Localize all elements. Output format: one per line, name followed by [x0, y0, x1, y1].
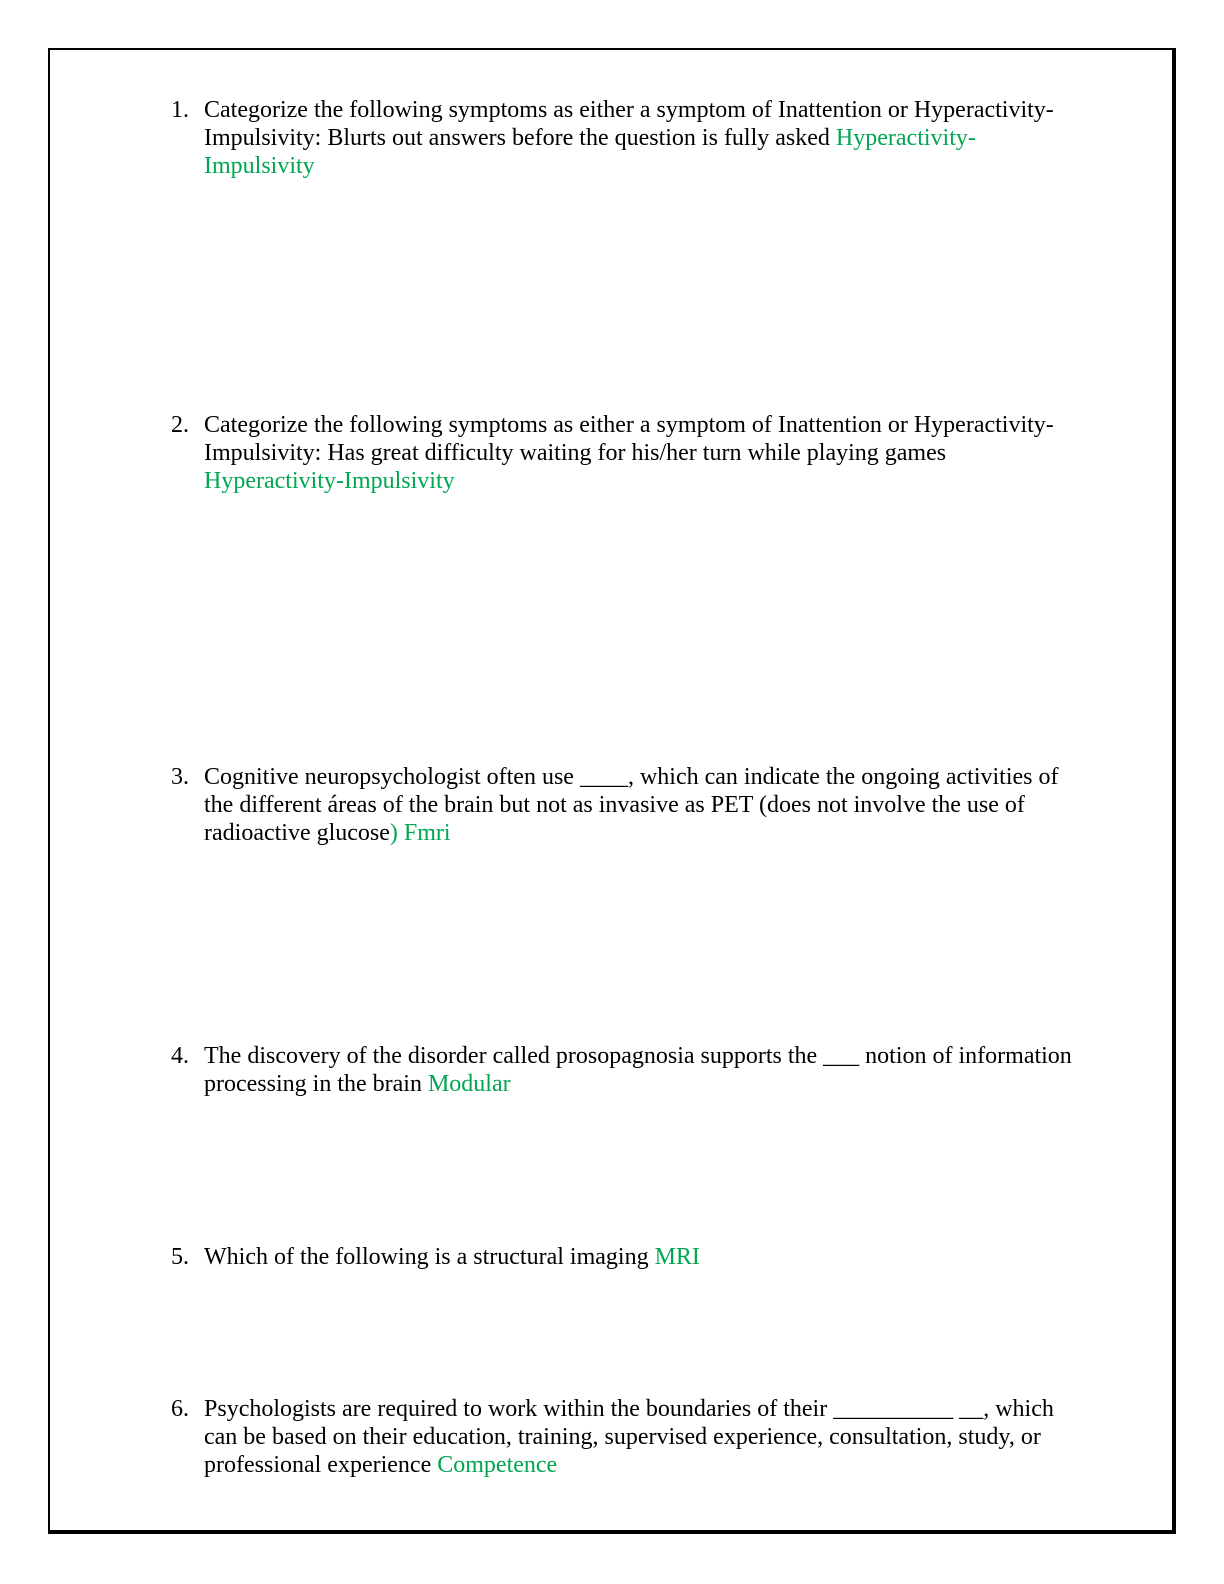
question-item: [171, 1395, 1172, 1479]
question-text: [204, 763, 1072, 847]
answer-text: MRI: [654, 1244, 700, 1270]
question-list: [50, 50, 1172, 1479]
question-number: 4.: [171, 1043, 189, 1069]
question-text: [204, 96, 1072, 180]
question-text: [204, 1042, 1072, 1098]
question-text: [204, 1395, 1072, 1479]
question-stem: Which of the following is a structural imaging: [204, 1244, 655, 1270]
question-item: [171, 411, 1172, 495]
question-number: 3.: [171, 764, 189, 790]
page-border: [48, 48, 1176, 1534]
question-stem: Categorize the following symptoms as either a symptom of Inattention or Hyperactivity-Impulsivity: Blurts out answers before the question is fully asked: [204, 97, 1054, 151]
question-item: [171, 1042, 1172, 1098]
question-item: [171, 1243, 1172, 1271]
question-stem: The discovery of the disorder called prosopagnosia supports the ___ notion of information processing in the brain: [204, 1043, 1072, 1097]
question-text: [204, 411, 1072, 495]
question-stem: Cognitive neuropsychologist often use ____, which can indicate the ongoing activities of the different áreas of the brain but not as invasive as PET (does not involve the use of radioactive glucose: [204, 764, 1059, 846]
question-text: [204, 1243, 1072, 1271]
question-item: [171, 96, 1172, 180]
question-number: 6.: [171, 1396, 189, 1422]
answer-text: Modular: [427, 1071, 511, 1097]
question-number: 5.: [171, 1244, 189, 1270]
question-item: [171, 763, 1172, 847]
answer-text: Hyperactivity-Impulsivity: [204, 125, 976, 179]
question-stem: Psychologists are required to work within the boundaries of their __________ __, which can be based on their education, training, supervised experience, consultation, study, or professional experience: [204, 1396, 1054, 1478]
question-number: 2.: [171, 412, 189, 438]
question-number: 1.: [171, 97, 189, 123]
question-stem: Categorize the following symptoms as either a symptom of Inattention or Hyperactivity-Impulsivity: Has great difficulty waiting for his/her turn while playing games: [204, 412, 1054, 466]
answer-text: ) Fmri: [389, 820, 451, 846]
answer-text: Competence: [437, 1452, 558, 1478]
answer-text: Hyperactivity-Impulsivity: [204, 468, 455, 494]
